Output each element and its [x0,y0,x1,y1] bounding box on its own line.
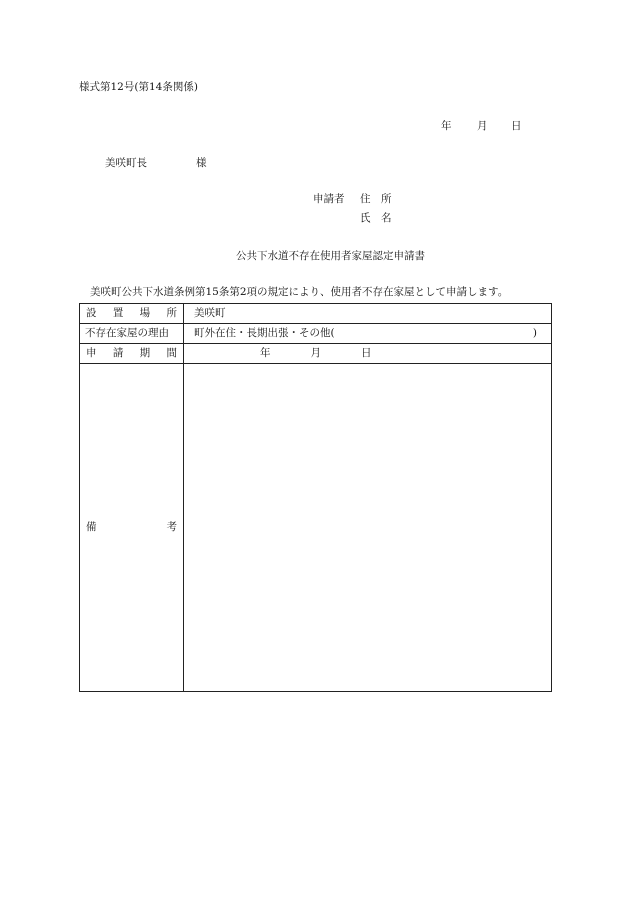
absence-reason-label: 不存在家屋の理由 [80,324,184,344]
absence-reason-field[interactable] [184,324,552,344]
name-label: 氏 名 [360,212,392,224]
label-char: 所 [166,307,177,320]
installation-location-field[interactable] [184,304,552,324]
label-char: 期 [139,347,151,360]
period-month-label: 月 [310,347,321,360]
label-char: 請 [112,347,124,360]
table-row [80,324,552,344]
remarks-field[interactable] [184,364,552,692]
label-char: 設 [86,307,97,320]
installation-location-value: 美咲町 [194,307,226,320]
absence-reason-options: 町外在住・長期出張・その他( [194,327,335,340]
period-day-label: 日 [361,347,372,360]
installation-location-label [80,304,184,324]
document-title: 公共下水道不存在使用者家屋認定申請書 [236,250,425,262]
application-table [79,303,552,692]
label-char: 考 [166,521,177,534]
table-row [80,304,552,324]
addressee: 美咲町長 [105,157,147,169]
application-period-label [80,344,184,364]
label-char: 置 [112,307,124,320]
label-char: 備 [86,521,97,534]
remarks-label [80,364,184,692]
absence-reason-close-paren: ) [532,327,537,340]
label-char: 申 [86,347,97,360]
date-month-label: 月 [477,120,488,132]
label-char: 間 [166,347,177,360]
application-period-field[interactable] [184,344,552,364]
date-day-label: 日 [511,120,522,132]
applicant-label: 申請者 [313,193,345,205]
application-statement: 美咲町公共下水道条例第15条第2項の規定により、使用者不存在家屋として申請します。 [90,286,509,298]
table-row [80,364,552,692]
address-label: 住 所 [360,193,392,205]
period-year-label: 年 [260,347,271,360]
label-char: 場 [139,307,151,320]
form-number: 様式第12号(第14条関係) [79,81,198,93]
table-row [80,344,552,364]
honorific: 様 [196,157,207,169]
date-year-label: 年 [441,120,452,132]
